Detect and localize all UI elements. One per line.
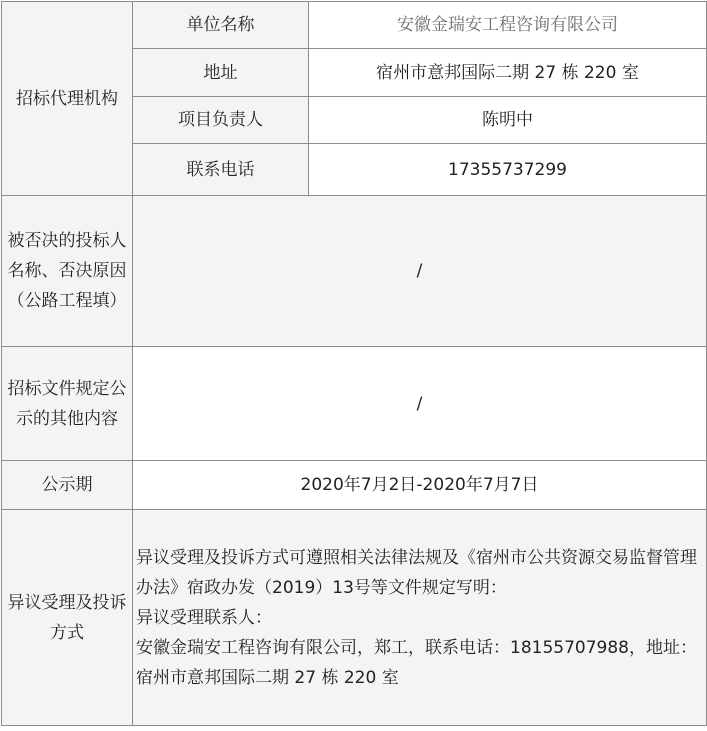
objection-line: 异议受理联系人： [136,607,272,628]
agency-phone-value: 17355737299 [309,144,707,196]
agency-name-label: 单位名称 [133,2,309,49]
table-row [2,347,707,461]
agency-name-value: 安徽金瑞安工程咨询有限公司 [309,2,707,49]
bid-result-table [1,1,707,726]
period-label: 公示期 [2,461,133,510]
objection-line: 安徽金瑞安工程咨询有限公司，郑工，联系电话：18155707988，地址：宿州市意邦国际二期 27 栋 220 室 [136,637,697,688]
table-row [2,510,707,726]
other-content-label: 招标文件规定公示的其他内容 [2,347,133,461]
agency-phone-label: 联系电话 [133,144,309,196]
table-row [2,196,707,347]
table-row [2,461,707,510]
rejected-bidders-label: 被否决的投标人名称、否决原因（公路工程填） [2,196,133,347]
rejected-bidders-value: / [133,196,707,347]
agency-manager-label: 项目负责人 [133,97,309,144]
objection-line: 异议受理及投诉方式可遵照相关法律法规及《宿州市公共资源交易监督管理办法》宿政办发（2019）13号等文件规定写明： [136,547,697,598]
agency-group-label: 招标代理机构 [2,2,133,196]
other-content-value: / [133,347,707,461]
agency-address-value: 宿州市意邦国际二期 27 栋 220 室 [309,49,707,97]
agency-address-label: 地址 [133,49,309,97]
objection-label: 异议受理及投诉方式 [2,510,133,726]
objection-text [133,510,707,726]
agency-manager-value: 陈明中 [309,97,707,144]
period-value: 2020年7月2日-2020年7月7日 [133,461,707,510]
table-row [2,2,707,49]
